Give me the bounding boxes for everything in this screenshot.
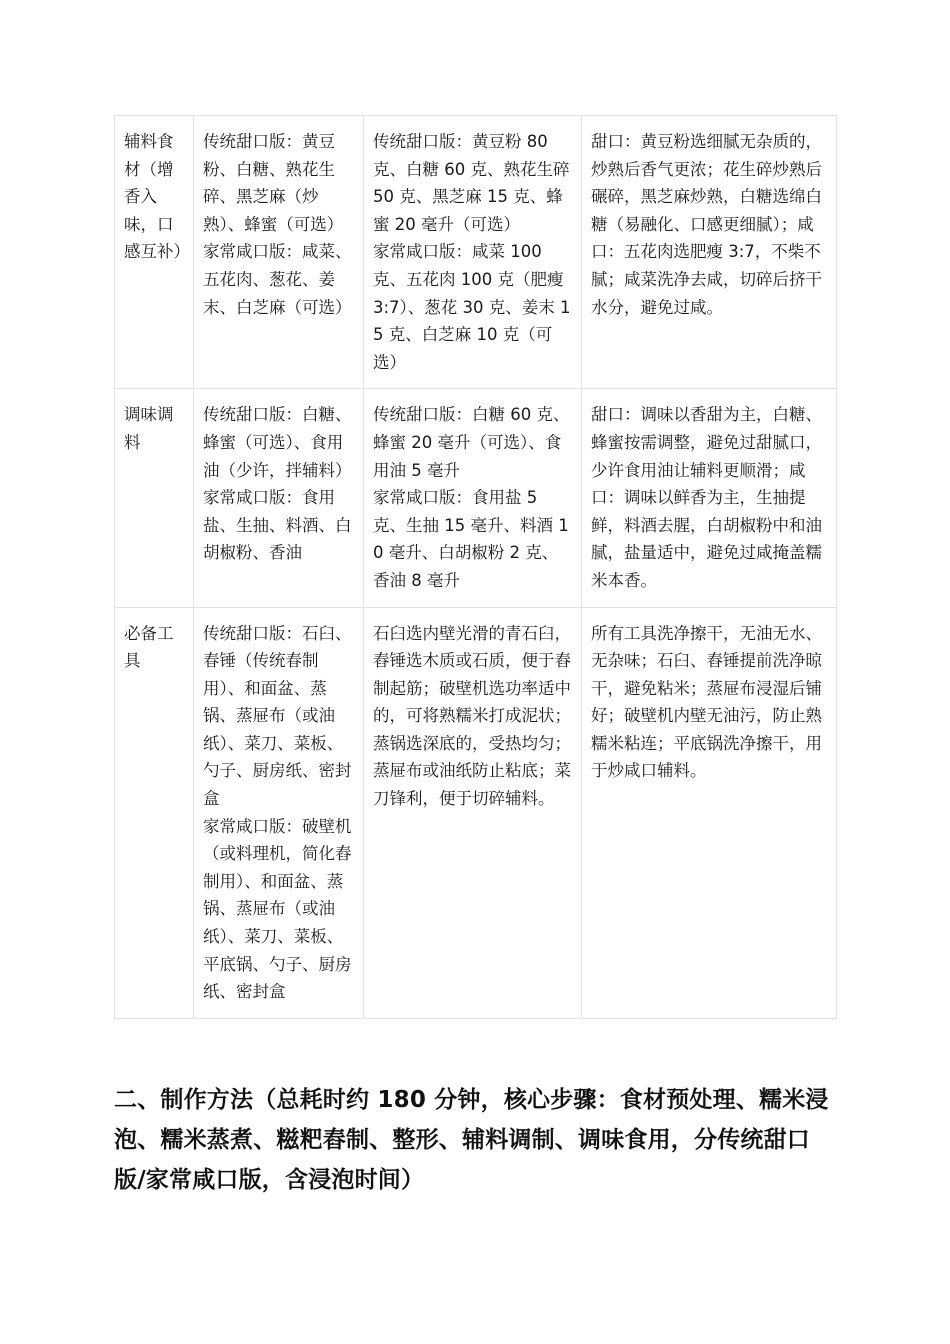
row-header-seasonings: 调味调料 [115,389,194,607]
ingredients-table [114,115,837,1019]
table-cell-notes: 甜口：调味以香甜为主，白糖、蜂蜜按需调整，避免过甜腻口，少许食用油让辅料更顺滑；咸口：调味以鲜香为主，生抽提鲜，料酒去腥，白胡椒粉中和油腻，盐量适中，避免过咸掩盖糯米本香。 [582,389,837,607]
table-cell-varieties: 传统甜口版：白糖、蜂蜜（可选）、食用油（少许，拌辅料） 家常咸口版：食用盐、生抽、料酒、白胡椒粉、香油 [194,389,364,607]
table-row [115,607,837,1018]
table-cell-notes: 所有工具洗净擦干，无油无水、无杂味；石臼、舂锤提前洗净晾干，避免粘米；蒸屉布浸湿后铺好；破壁机内壁无油污，防止熟糯米粘连；平底锅洗净擦干，用于炒咸口辅料。 [582,607,837,1018]
table-cell-notes: 甜口：黄豆粉选细腻无杂质的，炒熟后香气更浓；花生碎炒熟后碾碎，黑芝麻炒熟，白糖选绵白糖（易融化、口感更细腻）；咸口：五花肉选肥瘦 3:7，不柴不腻；咸菜洗净去咸，切碎后挤干水分，避免过咸。 [582,116,837,389]
ingredients-table-container [114,115,836,1019]
section-heading: 二、制作方法（总耗时约 180 分钟，核心步骤：食材预处理、糯米浸泡、糯米蒸煮、糍粑舂制、整形、辅料调制、调味食用，分传统甜口版/家常咸口版，含浸泡时间） [114,1087,829,1193]
table-row [115,389,837,607]
table-cell-varieties: 传统甜口版：石臼、春锤（传统春制用）、和面盆、蒸锅、蒸屉布（或油纸）、菜刀、菜板、勺子、厨房纸、密封盒 家常咸口版：破壁机（或料理机，简化舂制用）、和面盆、蒸锅、蒸屉布（或油纸）、菜刀、菜板、平底锅、勺子、厨房纸、密封盒 [194,607,364,1018]
table-cell-quantities: 传统甜口版：黄豆粉 80 克、白糖 60 克、熟花生碎 50 克、黑芝麻 15 克、蜂蜜 20 毫升（可选） 家常咸口版：咸菜 100 克、五花肉 100 克（肥瘦 3:7）、葱花 30 克、姜末 15 克、白芝麻 10 克（可选） [364,116,582,389]
table-cell-quantities: 传统甜口版：白糖 60 克、蜂蜜 20 毫升（可选）、食用油 5 毫升 家常咸口版：食用盐 5 克、生抽 15 毫升、料酒 10 毫升、白胡椒粉 2 克、香油 8 毫升 [364,389,582,607]
row-header-supplementary-ingredients: 辅料食材（增香入味，口感互补） [115,116,194,389]
table-cell-quantities: 石臼选内壁光滑的青石臼，舂锤选木质或石质，便于舂制起筋；破壁机选功率适中的，可将熟糯米打成泥状；蒸锅选深底的，受热均匀；蒸屉布或油纸防止粘底；菜刀锋利，便于切碎辅料。 [364,607,582,1018]
table-cell-varieties: 传统甜口版：黄豆粉、白糖、熟花生碎、黑芝麻（炒熟）、蜂蜜（可选） 家常咸口版：咸菜、五花肉、葱花、姜末、白芝麻（可选） [194,116,364,389]
table-row [115,116,837,389]
row-header-tools: 必备工具 [115,607,194,1018]
